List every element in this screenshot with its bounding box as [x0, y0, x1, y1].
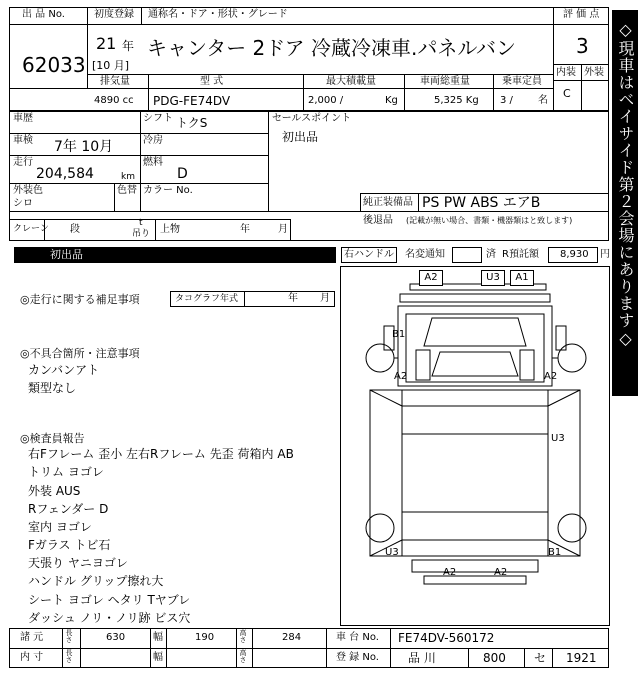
model-name-label: 通称名・ドア・形状・グレード [148, 9, 288, 20]
height-label: 高さ [239, 629, 247, 643]
inspector-line-7: 天張り ヤニヨゴレ [28, 556, 128, 570]
sales-point-value: 初出品 [282, 130, 319, 144]
tachograph-label: タコグラフ年式 [175, 294, 239, 304]
height-label-2: 高さ [239, 649, 247, 663]
inspection-label: 車検 [13, 135, 33, 146]
width-label: 幅 [153, 632, 163, 643]
fuel-value: D [177, 166, 188, 182]
max-load-unit: Kg [385, 95, 398, 106]
displacement-label: 排気量 [100, 76, 130, 87]
interior-grade-label: 内装 [556, 67, 576, 78]
inspector-line-9: シート ヨゴレ ヘタリ Tヤブレ [28, 593, 191, 607]
first-reg-label: 初度登録 [94, 9, 134, 20]
length-value: 630 [106, 632, 126, 643]
venue-notice-bar [612, 10, 638, 396]
upper-month: 月 [278, 224, 288, 235]
tacho-year: 年 [288, 293, 298, 304]
recycle-label: R預託額 [502, 249, 539, 260]
color-label: 外装色 [13, 185, 43, 196]
shift-value: トクS [176, 116, 208, 130]
damage-mark-left-rear: U3 [385, 547, 399, 558]
sales-point-label: セールスポイント [272, 113, 352, 124]
damage-mark-right-fender: A2 [544, 371, 558, 382]
max-load-value: 2,000 / [308, 95, 344, 106]
options-label: 純正装備品 [363, 197, 413, 208]
inspection-value: 7年 10月 [54, 139, 114, 155]
model-label: 型 式 [200, 76, 224, 87]
exterior-grade-label: 外装 [584, 67, 604, 78]
crane-stage: 段 [70, 224, 80, 235]
venue-notice-text: ◇現車はベイサイド第２会場にあります◇ [616, 20, 635, 349]
inspector-line-6: Fガラス トビ石 [28, 538, 111, 552]
name-change-box [452, 247, 482, 263]
fuel-label: 燃料 [143, 157, 163, 168]
crane-label: クレーン [13, 224, 49, 234]
mileage-label: 走行 [13, 157, 33, 168]
inspector-line-10: ダッシュ ノリ・ノリ跡 ビス穴 [28, 611, 191, 625]
max-load-label: 最大積載量 [326, 76, 376, 87]
model-value: PDG-FE74DV [153, 94, 231, 108]
recycle-value: 8,930 [560, 249, 589, 260]
total-weight-value: 5,325 Kg [434, 95, 479, 106]
damage-mark-front-bumper-right: A1 [510, 270, 534, 286]
first-listing-bar [14, 247, 336, 263]
reg-kana: セ [534, 651, 547, 665]
upper-label: 上物 [160, 224, 180, 235]
damage-mark-right-box: U3 [551, 433, 565, 444]
damage-mark-left-fender: A2 [394, 371, 408, 382]
truck-diagram [340, 266, 610, 626]
inspector-title: ◎検査員報告 [20, 432, 85, 445]
mileage-unit: km [121, 172, 135, 182]
mileage-value: 204,584 [36, 166, 94, 182]
aftermarket-label: 後退品 [363, 215, 393, 226]
damage-mark-right-rear: B1 [548, 547, 562, 558]
width-label-2: 幅 [153, 652, 163, 663]
first-reg-year: 21 [96, 34, 117, 53]
inspector-line-4: Rフェンダー D [28, 502, 109, 516]
length-label-2: 長さ [65, 649, 73, 663]
dims-label: 諸 元 [20, 632, 44, 643]
shift-label: シフト [143, 113, 173, 124]
capacity-value: 3 / [500, 95, 513, 106]
reg-area: 品 川 [408, 651, 436, 665]
damage-mark-windshield: B1 [392, 329, 406, 340]
status-mark: 済 [486, 249, 496, 260]
defect-line-1: カンバンアト [28, 363, 100, 377]
car-name: キャンター 2ドア 冷蔵冷凍車.パネルバン [147, 36, 516, 60]
chassis-label: 車 台 No. [336, 632, 379, 643]
reg-number: 1921 [566, 651, 597, 665]
inspector-line-8: ハンドル グリップ擦れ大 [28, 574, 164, 588]
displacement-value: 4890 cc [94, 95, 134, 106]
color-value: シロ [13, 198, 33, 209]
inspector-line-1: 右Fフレーム 歪小 左右Rフレーム 先歪 荷箱内 AB [28, 447, 294, 461]
height-value: 284 [282, 632, 302, 643]
length-label: 長さ [65, 629, 73, 643]
inspector-line-5: 室内 ヨゴレ [28, 520, 92, 534]
grade-label: 評 価 点 [563, 9, 600, 20]
rhd-label: 右ハンドル [344, 249, 394, 260]
crane-ton: t [139, 218, 143, 228]
first-reg-month: [10 月] [92, 59, 130, 72]
lot-label: 出 品 No. [22, 9, 65, 20]
inspector-line-2: トリム ヨゴレ [28, 465, 104, 479]
first-reg-year-unit: 年 [122, 39, 135, 53]
lot-number: 62033 [22, 53, 86, 77]
damage-mark-rear-bumper-left: A2 [443, 567, 457, 578]
crane-hang: 吊り [132, 229, 151, 239]
capacity-label: 乗車定員 [502, 76, 542, 87]
total-weight-label: 車両総重量 [420, 76, 470, 87]
ac-label: 冷房 [143, 135, 163, 146]
damage-mark-rear-bumper-right: A2 [494, 567, 508, 578]
name-change-label: 名変通知 [405, 249, 445, 260]
width-value: 190 [195, 632, 215, 643]
driving-title: ◎走行に関する補足事項 [20, 293, 140, 306]
color-no-label: カラー No. [143, 185, 193, 196]
score-value: 3 [576, 34, 589, 58]
interior-grade-value: C [563, 87, 571, 100]
tacho-month: 月 [320, 293, 330, 304]
upper-year: 年 [240, 224, 250, 235]
damage-mark-front-bumper-left: A2 [419, 270, 443, 286]
defects-title: ◎不具合箇所・注意事項 [20, 347, 140, 360]
aftermarket-note: (記載が無い場合、書類・機器類はと致します) [406, 216, 573, 225]
reg-class: 800 [483, 651, 506, 665]
reg-label: 登 録 No. [336, 652, 379, 663]
recycle-unit: 円 [600, 249, 610, 260]
capacity-unit: 名 [538, 95, 548, 106]
damage-mark-front-bumper-center: U3 [481, 270, 505, 286]
chassis-value: FE74DV-560172 [398, 631, 495, 645]
history-label: 車歴 [13, 113, 33, 124]
color-change-label: 色替 [117, 185, 137, 196]
first-listing-label: 初出品 [50, 248, 83, 261]
interior-dims-label: 内 寸 [20, 652, 44, 663]
inspector-line-3: 外装 AUS [28, 484, 81, 498]
defect-line-2: 類型なし [28, 381, 77, 395]
options-value: PS PW ABS エアB [422, 195, 541, 211]
